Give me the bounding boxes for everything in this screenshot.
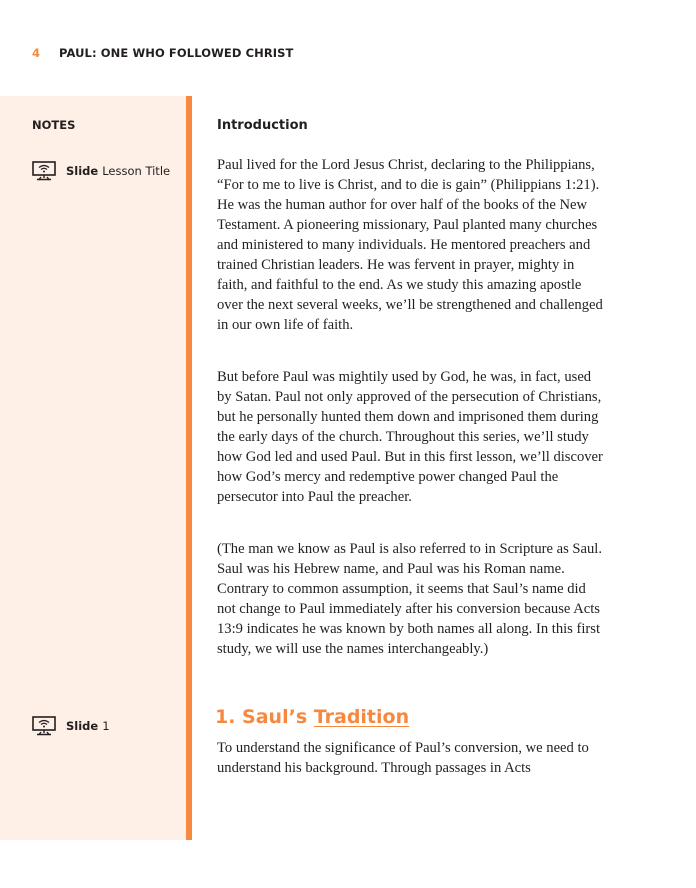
slide-prefix: Slide <box>66 164 99 178</box>
book-title: PAUL: ONE WHO FOLLOWED CHRIST <box>59 46 294 60</box>
slide-screen-icon <box>32 161 56 181</box>
section-heading-sauls-tradition <box>215 706 409 728</box>
paragraph-background: To understand the significance of Paul’s conversion, we need to understand his background. Through passages in Acts <box>217 740 589 776</box>
paragraph-persecutor: But before Paul was mightily used by God, he was, in fact, used by Satan. Paul not only approved of the persecution of Christians, but he personally hunted them down and imprisoned them during the early days of the church. Throughout this series, we’ll study how God led and used Paul. But in this first lesson, we’ll discover how God’s mercy and redemptive power changed Paul the persecutor into Paul the preacher. <box>217 369 603 505</box>
section-label-introduction: Introduction <box>217 118 308 133</box>
slide-note-1 <box>32 716 110 736</box>
fill-in-blank-answer: Tradition <box>313 706 410 728</box>
slide-text: Lesson Title <box>102 164 171 178</box>
paragraph-names: (The man we know as Paul is also referred to in Scripture as Saul. Saul was his Hebrew name, and Paul was his Roman name. Contrary to common assumption, it seems that Saul’s name did not change to Paul immediately after his conversion because Acts 13:9 indicates he was known by both names all along. In this first study, we will use the names interchangeably.) <box>217 541 603 657</box>
slide-screen-icon <box>32 716 56 736</box>
slide-prefix: Slide <box>66 719 99 733</box>
page-number: 4 <box>32 46 41 60</box>
slide-note-lesson-title <box>32 161 170 181</box>
accent-divider <box>186 96 192 840</box>
paragraph-intro: Paul lived for the Lord Jesus Christ, declaring to the Philippians, “For to me to live is Christ, and to die is gain” (Philippians 1:21). He was the human author for over half of the books of the New Testament. A pioneering missionary, Paul planted many churches and ministered to many individuals. He mentored preachers and trained Christian leaders. He was fervent in prayer, mighty in faith, and faithful to the end. As we study this amazing apostle over the next several weeks, we’ll be strengthened and challenged in our own life of faith. <box>217 157 603 333</box>
notes-label: NOTES <box>32 118 76 132</box>
heading-prefix: 1. Saul’s <box>215 706 314 728</box>
slide-text: 1 <box>102 719 110 733</box>
running-head <box>32 44 294 62</box>
